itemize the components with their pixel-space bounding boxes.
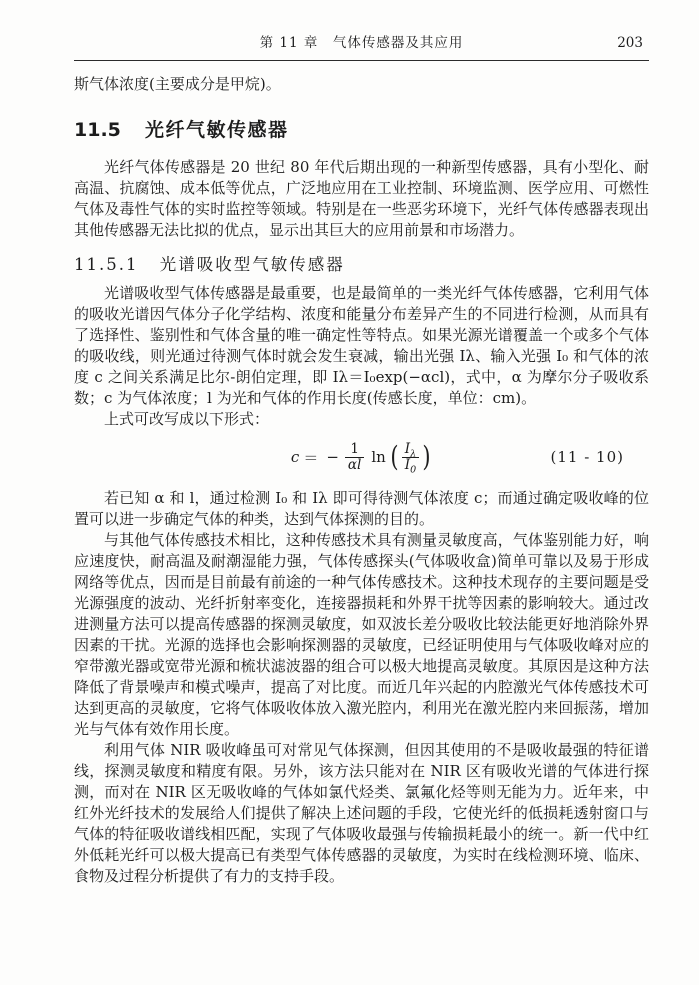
section-number: 11.5 — [74, 119, 121, 141]
intensity-fraction — [402, 440, 419, 476]
paragraph-comparison: 与其他气体传感技术相比，这种传感技术具有测量灵敏度高，气体鉴别能力好，响应速度快，耐高温及耐潮湿能力强，气体传感探头(气体吸收盒)简单可靠以及易于形成网络等优点，因而是目前最有前途的一种气体传感技术。这种技术现存的主要问题是受光源强度的波动、光纤折射率变化，连接器损耗和外界干扰等因素的影响较大。通过改进测量方法可以提高传感器的探测灵敏度，如双波长差分吸收比较法能更好地消除外界因素的干扰。光源的选择也会影响探测器的灵敏度，已经证明使用与气体吸收峰对应的窄带激光器或宽带光源和梳状滤波器的组合可以极大地提高灵敏度。其原因是这种方法降低了背景噪声和模式噪声，提高了对比度。而近几年兴起的内腔激光气体传感技术可达到更高的灵敏度，它将气体吸收体放入激光腔内，利用光在激光腔内来回振荡，增加光与气体有效作用长度。 — [74, 531, 649, 738]
equation-number: (11 - 10) — [550, 448, 624, 466]
equals-sign: ＝ — [303, 448, 319, 467]
subsection-title: 光谱吸收型气敏传感器 — [159, 255, 345, 274]
paragraph-intro: 光纤气体传感器是 20 世纪 80 年代后期出现的一种新型传感器，具有小型化、耐高温、抗腐蚀、成本低等优点，广泛地应用在工业控制、环境监测、医学应用、可燃性气体及毒性气体的实时监控等领域。特别是在一些恶劣环境下，光纤气体传感器表现出其他传感器无法比拟的优点，显示出其巨大的应用前景和市场潜力。 — [74, 158, 649, 239]
lead-paragraph: 斯气体浓度(主要成分是甲烷)。 — [74, 75, 281, 93]
ln-operator: ln — [371, 448, 386, 466]
page-number: 203 — [617, 35, 643, 51]
close-paren: ) — [422, 440, 431, 473]
paragraph-formula-lead: 上式可改写成以下形式： — [104, 410, 270, 428]
chapter-title: 第 11 章 气体传感器及其应用 — [259, 35, 464, 51]
minus-sign: − — [326, 448, 339, 466]
equation-block — [74, 434, 649, 480]
fraction-numerator: 1 — [350, 440, 359, 457]
paragraph-nir: 利用气体 NIR 吸收峰虽可对常见气体探测，但因其使用的不是吸收最强的特征谱线，探测灵敏度和精度有限。另外，该方法只能对在 NIR 区有吸收光谱的气体进行探测，而对在 NIR 区无吸收峰的气体如氯代烃类、氯氟化烃等则无能为力。近年来，中红外光纤技术的发展给人们提供了解决上述问题的手段，它使光纤的低损耗透射窗口与气体的特征吸收谱线相匹配，实现了气体吸收最强与传输损耗最小的统一。新一代中红外低耗光纤可以极大提高已有类型气体传感器的灵敏度，为实时在线检测环境、临床、食物及过程分析提供了有力的支持手段。 — [74, 741, 649, 885]
subsection-number: 11.5.1 — [74, 255, 139, 274]
intensity-numerator: $I_\lambda$ — [404, 440, 417, 460]
running-header — [74, 34, 649, 61]
section-title: 光纤气敏传感器 — [145, 119, 289, 141]
paragraph-absorption-principle: 光谱吸收型气体传感器是最重要，也是最简单的一类光纤气体传感器，它利用气体的吸收光谱因气体分子化学结构、浓度和能量分布差异产生的不同进行检测，从而具有了选择性、鉴别性和气体含量的唯一确定性等特点。如果光源光谱覆盖一个或多个气体的吸收线，则光通过待测气体时就会发生衰减，输出光强 Iλ、输入光强 I₀ 和气体的浓度 c 之间关系满足比尔-朗伯定理，即 Iλ＝I₀exp(−αcl)，式中，α 为摩尔分子吸收系数；c 为气体浓度；l 为光和气体的作用长度(传感长度，单位：cm)。 — [74, 284, 649, 407]
fraction-denominator: αl — [345, 457, 364, 473]
subsection-heading — [74, 254, 649, 276]
paragraph-concentration: 若已知 α 和 l，通过检测 I₀ 和 Iλ 即可得待测气体浓度 c；而通过确定吸收峰的位置可以进一步确定气体的种类，达到气体探测的目的。 — [74, 489, 649, 528]
section-heading — [74, 117, 649, 143]
equation-11-10 — [290, 440, 432, 476]
open-paren: ( — [390, 440, 399, 473]
coefficient-fraction — [345, 442, 364, 473]
equation-lhs: c — [290, 448, 300, 466]
intensity-denominator: $I_0$ — [402, 457, 419, 473]
